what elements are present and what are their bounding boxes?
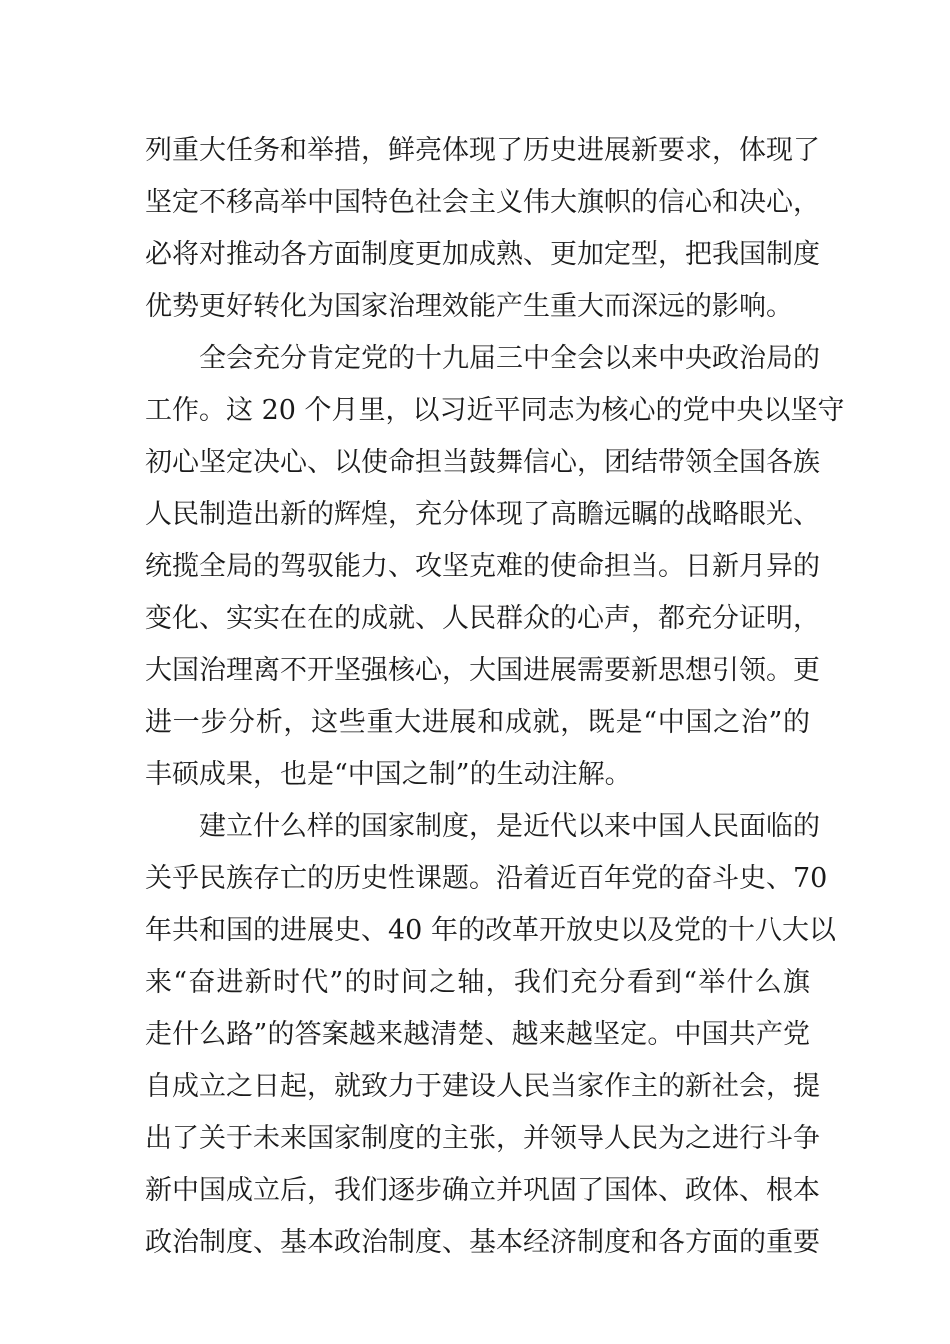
text-line: 大国治理离不开坚强核心，大国进展需要新思想引领。更: [145, 655, 820, 686]
text-line: 出了关于未来国家制度的主张，并领导人民为之进行斗争: [145, 1123, 820, 1154]
text-line: 必将对推动各方面制度更加成熟、更加定型，把我国制度: [145, 239, 820, 270]
text-line: 进一步分析，这些重大进展和成就，既是“中国之治”的: [145, 707, 810, 738]
text-line: 建立什么样的国家制度，是近代以来中国人民面临的: [199, 811, 820, 842]
text-line: 优势更好转化为国家治理效能产生重大而深远的影响。: [145, 291, 793, 322]
text-line: 统揽全局的驾驭能力、攻坚克难的使命担当。日新月异的: [145, 551, 820, 582]
text-line: 列重大任务和举措，鲜亮体现了历史进展新要求，体现了: [145, 135, 820, 166]
text-line: 工作。这 20 个月里，以习近平同志为核心的党中央以坚守: [145, 395, 845, 426]
text-line: 全会充分肯定党的十九届三中全会以来中央政治局的: [199, 343, 820, 374]
text-line: 坚定不移高举中国特色社会主义伟大旗帜的信心和决心，: [145, 187, 820, 218]
body-text: [145, 125, 845, 1269]
text-line: 走什么路”的答案越来越清楚、越来越坚定。中国共产党: [145, 1019, 810, 1050]
text-line: 变化、实实在在的成就、人民群众的心声，都充分证明，: [145, 603, 820, 634]
text-line: 关乎民族存亡的历史性课题。沿着近百年党的奋斗史、70: [145, 863, 828, 894]
text-line: 自成立之日起，就致力于建设人民当家作主的新社会，提: [145, 1071, 820, 1102]
text-line: 新中国成立后，我们逐步确立并巩固了国体、政体、根本: [145, 1175, 820, 1206]
text-line: 来“奋进新时代”的时间之轴，我们充分看到“举什么旗: [145, 967, 810, 998]
text-line: 政治制度、基本政治制度、基本经济制度和各方面的重要: [145, 1227, 820, 1258]
text-line: 年共和国的进展史、40 年的改革开放史以及党的十八大以: [145, 915, 836, 946]
text-line: 人民制造出新的辉煌，充分体现了高瞻远瞩的战略眼光、: [145, 499, 820, 530]
text-line: 初心坚定决心、以使命担当鼓舞信心，团结带领全国各族: [145, 447, 820, 478]
text-line: 丰硕成果，也是“中国之制”的生动注解。: [145, 759, 632, 790]
